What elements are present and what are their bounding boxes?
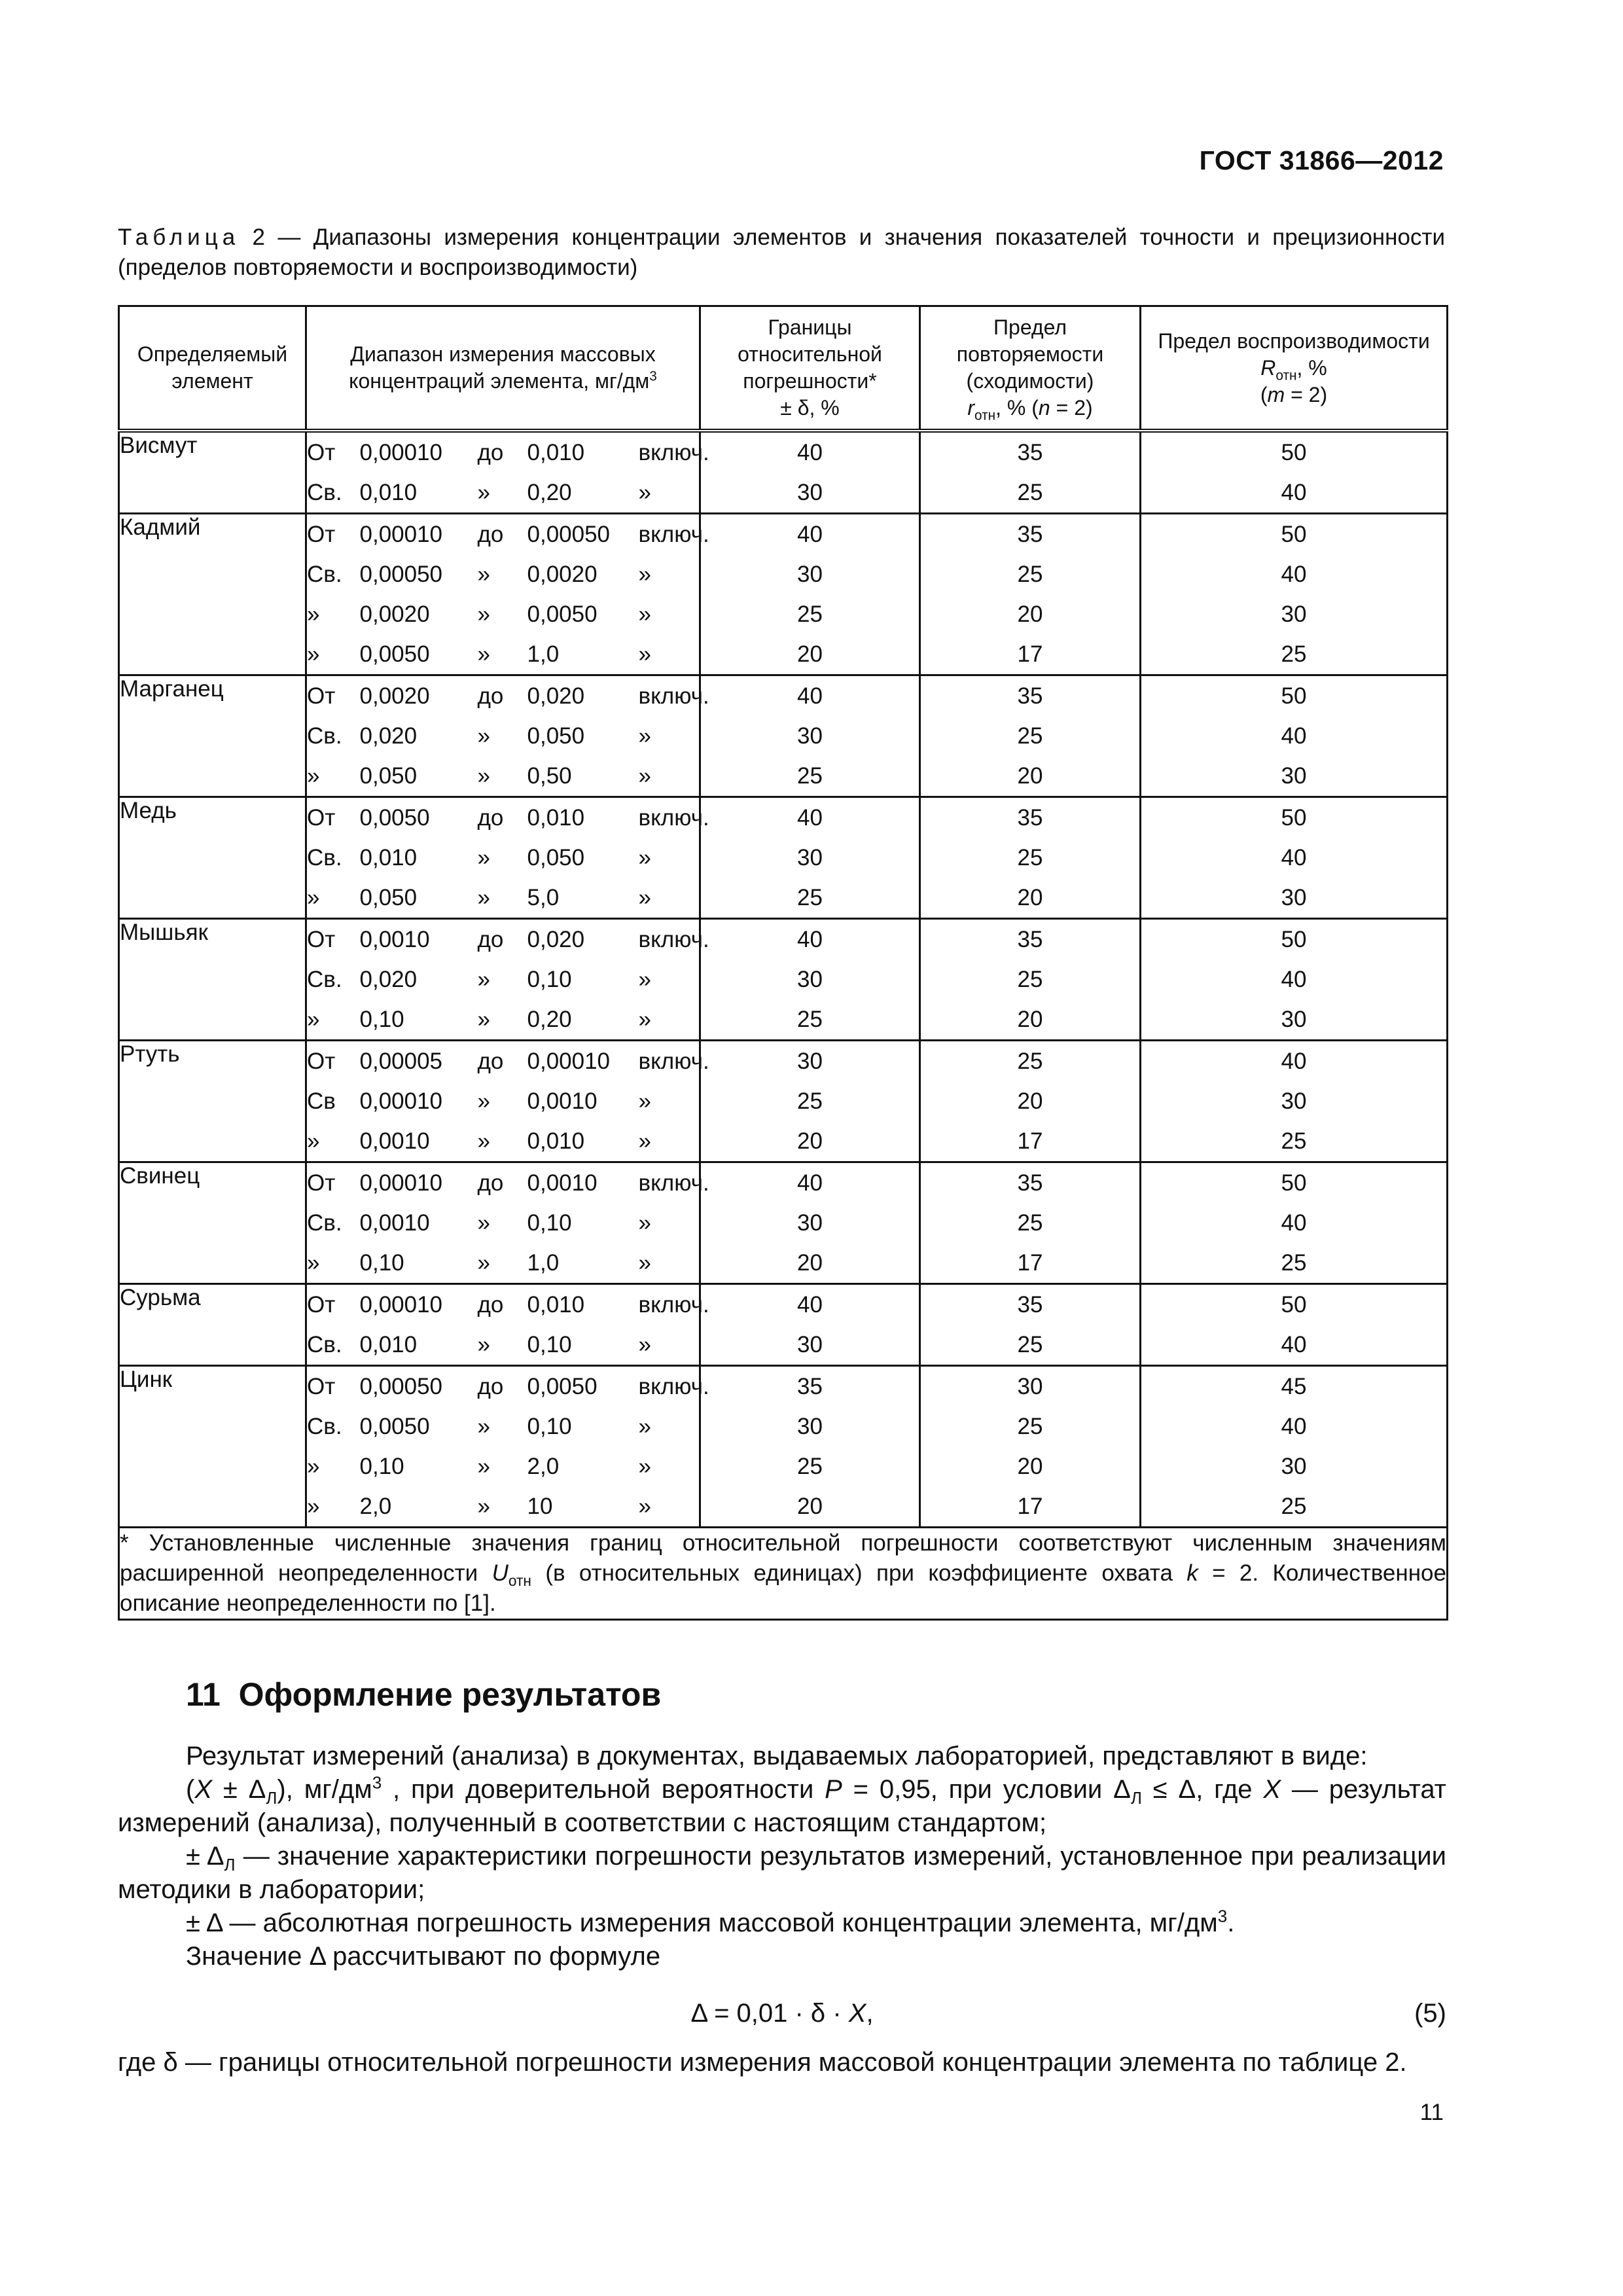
range-prefix: » bbox=[307, 601, 320, 627]
range-suffix: » bbox=[639, 756, 700, 797]
range-prefix: Св. bbox=[307, 1210, 342, 1236]
range-to: 0,010 bbox=[527, 431, 639, 473]
reproducibility-limit: 30 bbox=[1141, 999, 1448, 1041]
range-joiner: » bbox=[477, 1128, 490, 1154]
range-to: 2,0 bbox=[527, 1453, 560, 1479]
table-row bbox=[119, 1203, 1448, 1243]
range-joiner: » bbox=[477, 1210, 490, 1236]
range-suffix: включ. bbox=[639, 797, 700, 838]
error-bound: 25 bbox=[700, 999, 920, 1041]
error-bound: 40 bbox=[700, 675, 920, 717]
range-suffix: включ. bbox=[639, 675, 700, 717]
table-row bbox=[119, 960, 1448, 999]
formula-explanation: где δ — границы относительной погрешности измерения массовой концентрации элемента по таблице 2. bbox=[118, 2048, 1407, 2077]
range-suffix: включ. bbox=[639, 1162, 700, 1204]
error-bound: 25 bbox=[700, 1446, 920, 1486]
range-from: 0,0020 bbox=[360, 675, 478, 717]
repeatability-limit: 25 bbox=[920, 473, 1141, 514]
range-suffix: » bbox=[639, 1486, 700, 1528]
error-bound: 30 bbox=[700, 1203, 920, 1243]
range-joiner: » bbox=[477, 884, 490, 910]
range-from: 0,010 bbox=[359, 1331, 418, 1357]
reproducibility-limit: 30 bbox=[1141, 1446, 1448, 1486]
repeatability-limit: 17 bbox=[920, 1243, 1141, 1284]
range-from: 0,050 bbox=[359, 884, 418, 910]
header-error: Границы относительной погрешности* ± δ, % bbox=[700, 306, 920, 431]
range-suffix: включ. bbox=[639, 514, 700, 555]
range-joiner: » bbox=[477, 641, 490, 667]
table-row bbox=[119, 554, 1448, 594]
range-joiner: » bbox=[477, 1413, 490, 1439]
range-to: 0,0050 bbox=[527, 1366, 639, 1407]
repeatability-limit: 20 bbox=[920, 1446, 1141, 1486]
error-bound: 40 bbox=[700, 797, 920, 838]
range-to: 0,00010 bbox=[527, 1041, 639, 1082]
reproducibility-limit: 40 bbox=[1141, 554, 1448, 594]
range-from: 0,0010 bbox=[359, 1210, 430, 1236]
repeatability-limit: 25 bbox=[920, 1407, 1141, 1446]
page-header-standard: ГОСТ 31866—2012 bbox=[1199, 145, 1444, 175]
paragraph-absolute-error: ± Δ — абсолютная погрешность измерения массовой концентрации элемента, $мг/дм^3$. bbox=[186, 1906, 1235, 1937]
repeatability-limit: 20 bbox=[920, 756, 1141, 797]
range-to: 0,10 bbox=[527, 1413, 572, 1439]
range-to: 0,050 bbox=[527, 844, 585, 870]
error-bound: 20 bbox=[700, 1486, 920, 1528]
element-name: Ртуть bbox=[119, 1041, 306, 1162]
range-prefix: От bbox=[306, 797, 360, 838]
header-range: Диапазон измерения массовых концентраций элемента, $мг/дм^3$ bbox=[306, 306, 700, 431]
range-suffix: » bbox=[639, 1407, 700, 1446]
reproducibility-limit: 25 bbox=[1141, 1121, 1448, 1162]
page-number: 11 bbox=[1419, 2100, 1444, 2125]
range-joiner: » bbox=[477, 479, 490, 505]
range-from: 0,0050 bbox=[359, 1413, 430, 1439]
element-name: Мышьяк bbox=[119, 919, 306, 1041]
range-suffix: включ. bbox=[639, 1284, 700, 1325]
table-caption bbox=[118, 223, 1445, 283]
table-container bbox=[118, 305, 1446, 1621]
range-joiner: » bbox=[477, 1493, 490, 1519]
range-from: 0,10 bbox=[359, 1006, 404, 1032]
table-row bbox=[119, 1121, 1448, 1162]
reproducibility-limit: 30 bbox=[1141, 756, 1448, 797]
range-suffix: » bbox=[639, 554, 700, 594]
range-prefix: От bbox=[306, 675, 360, 717]
table-footnote: * Установленные численные значения границ относительной погрешности соответствуют численным значениям расширенной неопределенности $U_{отн}$ (в относительных единицах) при коэффициенте охвата k = 2. Количественное описание неопределенности по [1]. bbox=[119, 1528, 1448, 1620]
table-row bbox=[119, 1081, 1448, 1121]
range-prefix: » bbox=[307, 1006, 320, 1032]
table-row bbox=[119, 1325, 1448, 1366]
range-from: 0,00010 bbox=[360, 514, 478, 555]
range-from: 0,00050 bbox=[359, 561, 443, 587]
error-bound: 30 bbox=[700, 960, 920, 999]
range-to: 0,10 bbox=[527, 966, 572, 992]
table-row bbox=[119, 431, 1448, 473]
error-bound: 35 bbox=[700, 1366, 920, 1407]
table-row bbox=[119, 1486, 1448, 1528]
range-from: 0,0050 bbox=[360, 797, 478, 838]
range-prefix: » bbox=[307, 1493, 320, 1519]
range-joiner: до bbox=[478, 514, 527, 555]
range-suffix: » bbox=[639, 1081, 700, 1121]
table-header-row bbox=[119, 306, 1448, 431]
range-from: 0,00010 bbox=[360, 1162, 478, 1204]
element-name: Марганец bbox=[119, 675, 306, 797]
range-from: 0,00010 bbox=[360, 431, 478, 473]
error-bound: 30 bbox=[700, 838, 920, 878]
element-name: Кадмий bbox=[119, 514, 306, 675]
reproducibility-limit: 40 bbox=[1141, 960, 1448, 999]
repeatability-limit: 25 bbox=[920, 554, 1141, 594]
repeatability-limit: 30 bbox=[920, 1366, 1141, 1407]
element-name: Цинк bbox=[119, 1366, 306, 1528]
formula: Δ = 0,01 · δ · X, bbox=[690, 1999, 874, 2028]
range-joiner: до bbox=[478, 675, 527, 717]
range-joiner: » bbox=[477, 1006, 490, 1032]
repeatability-limit: 35 bbox=[920, 514, 1141, 555]
range-prefix: От bbox=[306, 1284, 360, 1325]
table-row bbox=[119, 1041, 1448, 1082]
range-joiner: » bbox=[477, 1249, 490, 1276]
range-suffix: » bbox=[639, 878, 700, 919]
range-joiner: до bbox=[478, 1284, 527, 1325]
range-from: 0,010 bbox=[359, 844, 418, 870]
range-to: 0,010 bbox=[527, 1128, 585, 1154]
repeatability-limit: 35 bbox=[920, 675, 1141, 717]
repeatability-limit: 35 bbox=[920, 1284, 1141, 1325]
range-to: 10 bbox=[527, 1493, 553, 1519]
range-to: 0,010 bbox=[527, 797, 639, 838]
repeatability-limit: 25 bbox=[920, 1325, 1141, 1366]
range-suffix: включ. bbox=[639, 1366, 700, 1407]
range-suffix: включ. bbox=[639, 1041, 700, 1082]
error-bound: 20 bbox=[700, 1243, 920, 1284]
error-bound: 30 bbox=[700, 1325, 920, 1366]
error-bound: 25 bbox=[700, 756, 920, 797]
header-element: Определяемый элемент bbox=[119, 306, 306, 431]
range-prefix: Св bbox=[307, 1088, 336, 1114]
table-row bbox=[119, 1366, 1448, 1407]
table-row bbox=[119, 716, 1448, 756]
error-bound: 25 bbox=[700, 594, 920, 634]
error-bound: 30 bbox=[700, 716, 920, 756]
error-bound: 30 bbox=[700, 1041, 920, 1082]
paragraph-result-form: Результат измерений (анализа) в документах, выдаваемых лабораторией, представляют в виде: bbox=[186, 1742, 1368, 1770]
element-name: Свинец bbox=[119, 1162, 306, 1284]
table-row bbox=[119, 1243, 1448, 1284]
repeatability-limit: 17 bbox=[920, 1486, 1141, 1528]
table-row bbox=[119, 473, 1448, 514]
range-joiner: » bbox=[477, 1453, 490, 1479]
reproducibility-limit: 40 bbox=[1141, 716, 1448, 756]
reproducibility-limit: 50 bbox=[1141, 675, 1448, 717]
table-row bbox=[119, 514, 1448, 555]
header-reproducibility: Предел воспроизводимости $R_{отн}$, % (m = 2) bbox=[1141, 306, 1448, 431]
element-name: Висмут bbox=[119, 431, 306, 514]
range-suffix: » bbox=[639, 1203, 700, 1243]
range-prefix: » bbox=[307, 1453, 320, 1479]
table-row bbox=[119, 1407, 1448, 1446]
reproducibility-limit: 50 bbox=[1141, 514, 1448, 555]
range-prefix: Св. bbox=[307, 723, 342, 749]
error-bound: 20 bbox=[700, 634, 920, 675]
table-row bbox=[119, 878, 1448, 919]
section-title: 11 Оформление результатов bbox=[186, 1676, 662, 1713]
table-row bbox=[119, 797, 1448, 838]
error-bound: 25 bbox=[700, 878, 920, 919]
range-from: 0,0010 bbox=[360, 919, 478, 960]
repeatability-limit: 25 bbox=[920, 1041, 1141, 1082]
reproducibility-limit: 30 bbox=[1141, 878, 1448, 919]
range-suffix: » bbox=[639, 716, 700, 756]
range-prefix: От bbox=[306, 919, 360, 960]
paragraph-result-expression: $(X \pm \Delta_Л)$, $мг/дм^3$ , при доверительной вероятности P = 0,95, при условии $\Delta_Л \le \Delta$, где X — результат измерений (анализа), полученный в соответствии с настоящим стандартом; bbox=[118, 1772, 1447, 1837]
range-joiner: » bbox=[477, 723, 490, 749]
range-prefix: Св. bbox=[307, 479, 342, 505]
range-suffix: » bbox=[639, 1121, 700, 1162]
range-joiner: » bbox=[477, 1088, 490, 1114]
repeatability-limit: 25 bbox=[920, 1203, 1141, 1243]
range-prefix: » bbox=[307, 1128, 320, 1154]
range-joiner: до bbox=[478, 1162, 527, 1204]
range-from: 0,020 bbox=[359, 966, 418, 992]
repeatability-limit: 20 bbox=[920, 878, 1141, 919]
element-name: Медь bbox=[119, 797, 306, 919]
range-from: 0,00050 bbox=[360, 1366, 478, 1407]
range-suffix: » bbox=[639, 1446, 700, 1486]
repeatability-limit: 35 bbox=[920, 919, 1141, 960]
reproducibility-limit: 40 bbox=[1141, 1407, 1448, 1446]
range-from: 2,0 bbox=[359, 1493, 392, 1519]
range-prefix: Св. bbox=[307, 1413, 342, 1439]
reproducibility-limit: 50 bbox=[1141, 1284, 1448, 1325]
range-suffix: включ. bbox=[639, 431, 700, 473]
range-suffix: » bbox=[639, 594, 700, 634]
range-to: 1,0 bbox=[527, 641, 560, 667]
range-to: 0,10 bbox=[527, 1210, 572, 1236]
range-to: 5,0 bbox=[527, 884, 560, 910]
element-name: Сурьма bbox=[119, 1284, 306, 1366]
range-joiner: до bbox=[478, 797, 527, 838]
range-to: 0,20 bbox=[527, 479, 572, 505]
error-bound: 30 bbox=[700, 473, 920, 514]
repeatability-limit: 35 bbox=[920, 431, 1141, 473]
range-to: 0,050 bbox=[527, 723, 585, 749]
range-joiner: » bbox=[477, 601, 490, 627]
range-prefix: От bbox=[306, 1041, 360, 1082]
range-from: 0,10 bbox=[359, 1453, 404, 1479]
reproducibility-limit: 40 bbox=[1141, 473, 1448, 514]
reproducibility-limit: 40 bbox=[1141, 1325, 1448, 1366]
range-joiner: » bbox=[477, 844, 490, 870]
range-prefix: » bbox=[307, 884, 320, 910]
repeatability-limit: 35 bbox=[920, 1162, 1141, 1204]
table-row bbox=[119, 594, 1448, 634]
range-to: 0,20 bbox=[527, 1006, 572, 1032]
reproducibility-limit: 40 bbox=[1141, 1203, 1448, 1243]
range-prefix: » bbox=[307, 641, 320, 667]
repeatability-limit: 20 bbox=[920, 594, 1141, 634]
error-bound: 30 bbox=[700, 1407, 920, 1446]
error-bound: 40 bbox=[700, 1162, 920, 1204]
formula-number: (5) bbox=[1414, 1999, 1446, 2028]
range-joiner: » bbox=[477, 561, 490, 587]
error-bound: 40 bbox=[700, 1284, 920, 1325]
table-row bbox=[119, 1284, 1448, 1325]
range-joiner: » bbox=[477, 1331, 490, 1357]
repeatability-limit: 35 bbox=[920, 797, 1141, 838]
range-to: 0,0050 bbox=[527, 601, 597, 627]
range-prefix: От bbox=[306, 514, 360, 555]
range-prefix: От bbox=[306, 431, 360, 473]
concentration-table bbox=[118, 305, 1448, 1621]
repeatability-limit: 17 bbox=[920, 1121, 1141, 1162]
reproducibility-limit: 50 bbox=[1141, 1162, 1448, 1204]
range-from: 0,00005 bbox=[360, 1041, 478, 1082]
range-prefix: От bbox=[306, 1366, 360, 1407]
table-row bbox=[119, 999, 1448, 1041]
table-row bbox=[119, 634, 1448, 675]
table-row bbox=[119, 1446, 1448, 1486]
range-prefix: » bbox=[307, 762, 320, 789]
range-from: 0,0050 bbox=[359, 641, 430, 667]
range-suffix: » bbox=[639, 960, 700, 999]
range-from: 0,020 bbox=[359, 723, 418, 749]
error-bound: 30 bbox=[700, 554, 920, 594]
range-prefix: Св. bbox=[307, 966, 342, 992]
body-text bbox=[118, 1740, 1446, 1973]
range-to: 0,0010 bbox=[527, 1088, 597, 1114]
range-to: 0,020 bbox=[527, 675, 639, 717]
range-to: 1,0 bbox=[527, 1249, 560, 1276]
range-joiner: до bbox=[478, 919, 527, 960]
range-suffix: » bbox=[639, 1325, 700, 1366]
range-from: 0,0010 bbox=[359, 1128, 430, 1154]
reproducibility-limit: 25 bbox=[1141, 1243, 1448, 1284]
repeatability-limit: 20 bbox=[920, 999, 1141, 1041]
range-from: 0,00010 bbox=[359, 1088, 443, 1114]
repeatability-limit: 25 bbox=[920, 838, 1141, 878]
repeatability-limit: 17 bbox=[920, 634, 1141, 675]
range-from: 0,0020 bbox=[359, 601, 430, 627]
error-bound: 40 bbox=[700, 919, 920, 960]
table-row bbox=[119, 675, 1448, 717]
table-row bbox=[119, 756, 1448, 797]
reproducibility-limit: 40 bbox=[1141, 838, 1448, 878]
range-prefix: От bbox=[306, 1162, 360, 1204]
range-from: 0,010 bbox=[359, 479, 418, 505]
range-prefix: » bbox=[307, 1249, 320, 1276]
reproducibility-limit: 50 bbox=[1141, 797, 1448, 838]
range-prefix: Св. bbox=[307, 1331, 342, 1357]
range-to: 0,0010 bbox=[527, 1162, 639, 1204]
range-joiner: » bbox=[477, 762, 490, 789]
range-joiner: до bbox=[478, 1366, 527, 1407]
range-to: 0,010 bbox=[527, 1284, 639, 1325]
range-joiner: до bbox=[478, 1041, 527, 1082]
table-body bbox=[119, 431, 1448, 1528]
range-from: 0,050 bbox=[359, 762, 418, 789]
range-suffix: » bbox=[639, 1243, 700, 1284]
range-joiner: » bbox=[477, 966, 490, 992]
range-suffix: » bbox=[639, 473, 700, 514]
range-prefix: Св. bbox=[307, 561, 342, 587]
range-suffix: » bbox=[639, 634, 700, 675]
range-to: 0,10 bbox=[527, 1331, 572, 1357]
repeatability-limit: 20 bbox=[920, 1081, 1141, 1121]
table-row bbox=[119, 838, 1448, 878]
header-repeatability: Предел повторяемости (сходимости) $r_{отн}$, % (n = 2) bbox=[920, 306, 1141, 431]
reproducibility-limit: 30 bbox=[1141, 594, 1448, 634]
range-from: 0,00010 bbox=[360, 1284, 478, 1325]
paragraph-lab-error: ± $\Delta_Л$ — значение характеристики погрешности результатов измерений, установленное при реализации методики в лаборатории; bbox=[118, 1842, 1446, 1904]
table-caption-text: 2 — Диапазоны измерения концентрации элементов и значения показателей точности и прецизионности (пределов повторяемости и воспроизводимости) bbox=[118, 224, 1445, 280]
range-to: 0,020 bbox=[527, 919, 639, 960]
table-caption-label: Таблица bbox=[118, 224, 240, 250]
range-suffix: » bbox=[639, 999, 700, 1041]
reproducibility-limit: 25 bbox=[1141, 634, 1448, 675]
range-suffix: включ. bbox=[639, 919, 700, 960]
error-bound: 25 bbox=[700, 1081, 920, 1121]
range-to: 0,00050 bbox=[527, 514, 639, 555]
range-from: 0,10 bbox=[359, 1249, 404, 1276]
reproducibility-limit: 50 bbox=[1141, 919, 1448, 960]
reproducibility-limit: 40 bbox=[1141, 1041, 1448, 1082]
reproducibility-limit: 45 bbox=[1141, 1366, 1448, 1407]
range-joiner: до bbox=[478, 431, 527, 473]
error-bound: 40 bbox=[700, 514, 920, 555]
range-to: 0,0020 bbox=[527, 561, 597, 587]
range-suffix: » bbox=[639, 838, 700, 878]
repeatability-limit: 25 bbox=[920, 716, 1141, 756]
range-prefix: Св. bbox=[307, 844, 342, 870]
table-row bbox=[119, 1162, 1448, 1204]
footnote-row bbox=[119, 1528, 1448, 1620]
paragraph-formula-intro: Значение Δ рассчитывают по формуле bbox=[186, 1942, 661, 1971]
error-bound: 20 bbox=[700, 1121, 920, 1162]
repeatability-limit: 25 bbox=[920, 960, 1141, 999]
formula-row bbox=[118, 1999, 1446, 2033]
table-row bbox=[119, 919, 1448, 960]
range-to: 0,50 bbox=[527, 762, 572, 789]
error-bound: 40 bbox=[700, 431, 920, 473]
reproducibility-limit: 30 bbox=[1141, 1081, 1448, 1121]
reproducibility-limit: 25 bbox=[1141, 1486, 1448, 1528]
reproducibility-limit: 50 bbox=[1141, 431, 1448, 473]
